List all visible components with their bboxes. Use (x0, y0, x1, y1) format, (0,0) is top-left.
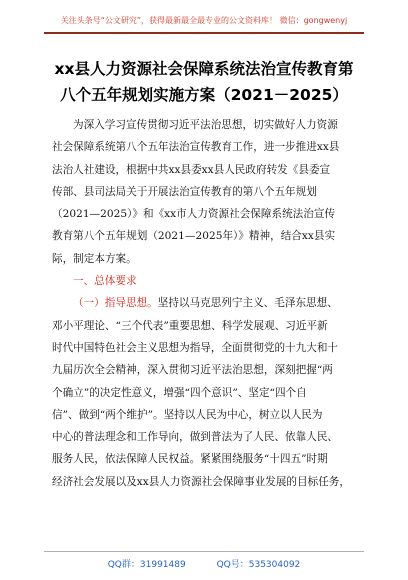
subsection-line: 个确立”的决定性意义，增强“四个意识”、坚定“四个自 (52, 386, 307, 399)
intro-line: 社会保障系统第八个五年法治宣传教育工作，进一步推进xx县 (52, 141, 340, 154)
subsection-line: 邓小平理论、“三个代表”重要思想、科学发展观、习近平新 (52, 319, 328, 332)
document-body (52, 114, 356, 493)
subsection-first-line (52, 292, 356, 314)
footer-qq-number: QQ号：535304092 (216, 560, 301, 570)
subsection-line: 服务人民，依法保障人民权益。紧紧围绕服务“十四五”时期 (52, 453, 328, 466)
section-heading: 一、总体要求 (73, 275, 137, 288)
subsection-line: 经济社会发展以及xx县人力资源社会保障事业发展的目标任务， (52, 475, 350, 488)
subsection-line: 信”、做到“两个维护”。坚持以人民为中心，树立以人民为 (52, 408, 323, 421)
footer (0, 557, 408, 570)
intro-line: 法治人社建设，根据中共xx县委xx县人民政府转发《县委宣 (52, 163, 331, 176)
subsection-line: 中心的普法理念和工作导向，做到普法为了人民、依靠人民、 (52, 431, 339, 444)
footer-divider (44, 551, 364, 552)
subsection-line: 时代中国特色社会主义思想为指导，全面贯彻党的十九大和十 (52, 341, 339, 354)
footer-qq-group: QQ群：31991489 (107, 560, 186, 570)
intro-line: 为深入学习宣传贯彻习近平法治思想，切实做好人力资源 (73, 119, 338, 131)
subsection-line: 九届历次全会精神，深入贯彻习近平法治思想，深刻把握“两 (52, 364, 333, 377)
intro-line: 教育第八个五年规划（2021—2025年）》精神，结合xx县实 (52, 230, 336, 243)
document-title (30, 56, 378, 108)
subsection-first-text: 坚持以马克思列宁主义、毛泽东思想、 (157, 297, 338, 310)
intro-line: （2021—2025）》和《xx市人力资源社会保障系统法治宣传 (52, 208, 336, 221)
title-line-1: xx县人力资源社会保障系统法治宣传教育第 (54, 60, 354, 78)
intro-line: 际，制定本方案。 (52, 252, 137, 265)
header-divider (44, 32, 364, 34)
intro-line: 传部、县司法局关于开展法治宣传教育的第八个五年规划 (52, 185, 317, 198)
subsection-label: （一）指导思想。 (73, 297, 158, 310)
title-line-2: 八个五年规划实施方案（2021－2025） (60, 86, 348, 104)
header-promo-text: 关注头条号“公文研究”，获得最新最全最专业的公文资料库！ 微信：gongwenyj (60, 16, 348, 25)
